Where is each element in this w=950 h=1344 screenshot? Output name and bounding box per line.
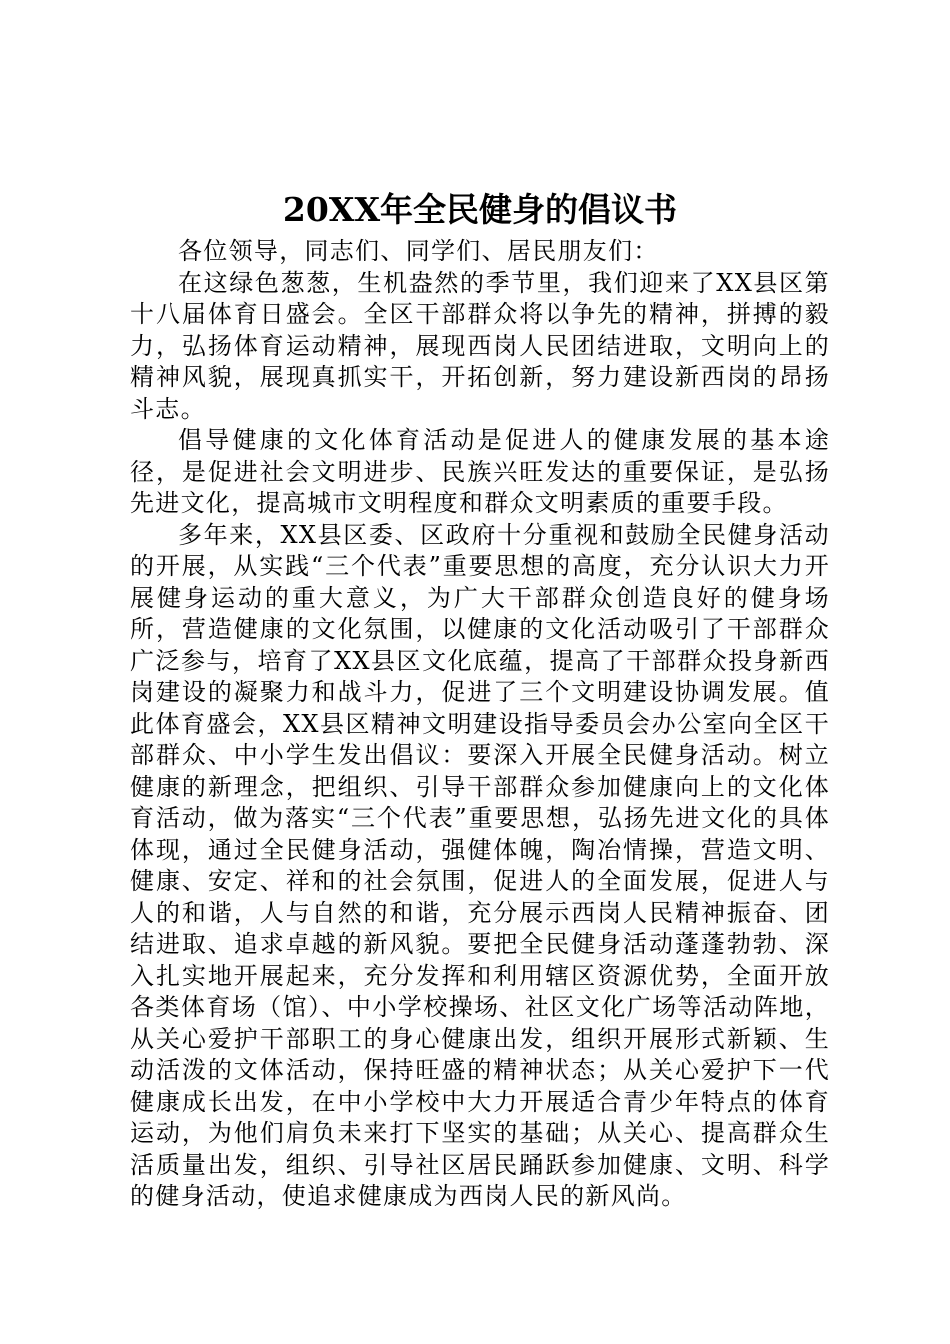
document-body	[130, 184, 830, 1213]
paragraph-1: 在这绿色葱葱，生机盎然的季节里，我们迎来了XX县区第十八届体育日盛会。全区干部群众将以争先的精神，拼搏的毅力，弘扬体育运动精神，展现西岗人民团结进取，文明向上的精神风貌，展现真抓实干，开拓创新，努力建设新西岗的昂扬斗志。	[130, 268, 830, 423]
document-title: 20XX年全民健身的倡议书	[282, 190, 678, 229]
paragraph-2: 倡导健康的文化体育活动是促进人的健康发展的基本途径，是促进社会文明进步、民族兴旺发达的重要保证，是弘扬先进文化，提高城市文明程度和群众文明素质的重要手段。	[130, 426, 830, 517]
paragraph-3: 多年来，XX县区委、区政府十分重视和鼓励全民健身活动的开展，从实践“三个代表”重要思想的高度，充分认识大力开展健身运动的重大意义，为广大干部群众创造良好的健身场所，营造健康的文化氛围，以健康的文化活动吸引了干部群众广泛参与，培育了XX县区文化底蕴，提高了干部群众投身新西岗建设的凝聚力和战斗力，促进了三个文明建设协调发展。值此体育盛会，XX县区精神文明建设指导委员会办公室向全区干部群众、中小学生发出倡议：要深入开展全民健身活动。树立健康的新理念，把组织、引导干部群众参加健康向上的文化体育活动，做为落实“三个代表”重要思想，弘扬先进文化的具体体现，通过全民健身活动，强健体魄，陶冶情操，营造文明、健康、安定、祥和的社会氛围，促进人的全面发展，促进人与人的和谐，人与自然的和谐，充分展示西岗人民精神振奋、团结进取、追求卓越的新风貌。要把全民健身活动蓬蓬勃勃、深入扎实地开展起来，充分发挥和利用辖区资源优势，全面开放各类体育场（馆）、中小学校操场、社区文化广场等活动阵地，从关心爱护干部职工的身心健康出发，组织开展形式新颖、生动活泼的文体活动，保持旺盛的精神状态；从关心爱护下一代健康成长出发，在中小学校中大力开展适合青少年特点的体育运动，为他们肩负未来打下坚实的基础；从关心、提高群众生活质量出发，组织、引导社区居民踊跃参加健康、文明、科学的健身活动，使追求健康成为西岗人民的新风尚。	[130, 520, 830, 1210]
greeting-line: 各位领导，同志们、同学们、居民朋友们：	[178, 237, 659, 265]
